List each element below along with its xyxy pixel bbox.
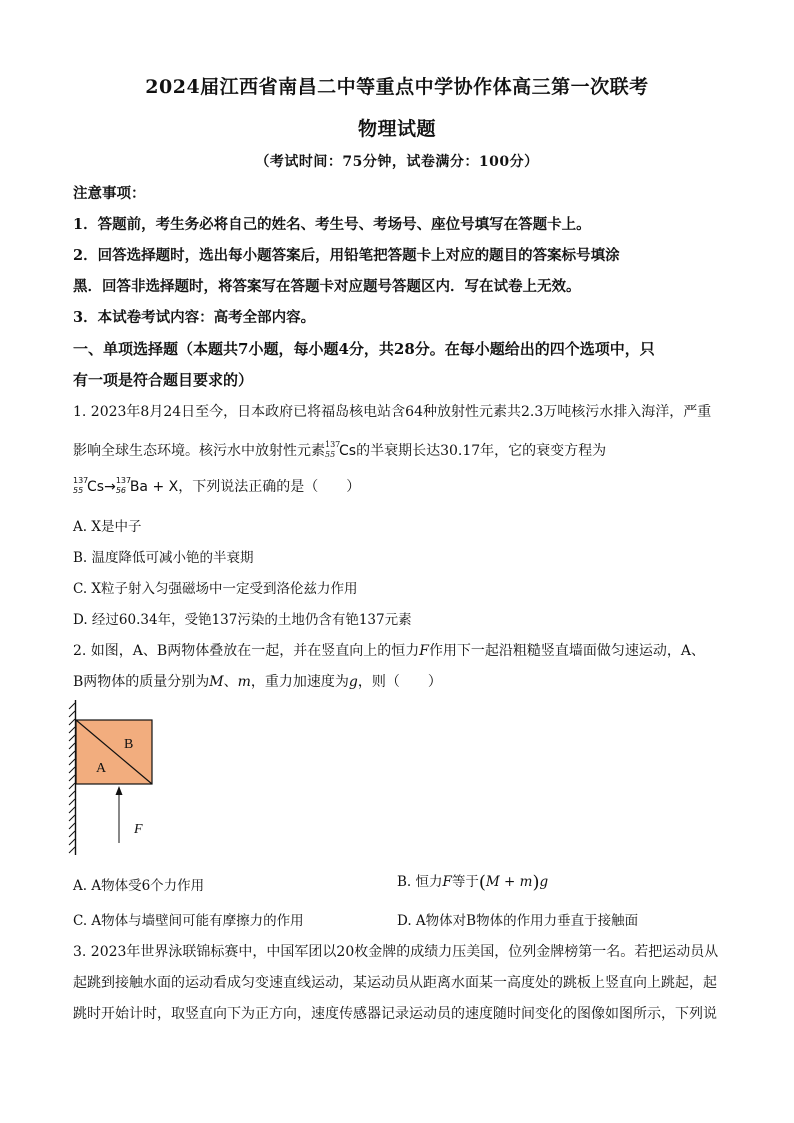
q3-line-2: 起跳到接触水面的运动看成匀变速直线运动，某运动员从距离水面某一高度处的跳板上竖直向上跳起，起 [73, 975, 717, 991]
q2-line-2c: ，则（ ） [357, 674, 442, 690]
q1-option-b: B. 温度降低可减小铯的半衰期 [73, 550, 254, 566]
q1-line-3-tail: ，下列说法正确的是（ ） [178, 479, 361, 495]
cs-nuclide-indices [325, 441, 339, 459]
ba-mass-number: 137 [115, 476, 132, 485]
ba-charge-number: 56 [115, 486, 126, 495]
q1-line-2a: 影响全球生态环境。核污水中放射性元素 [73, 443, 325, 459]
q2-option-b-expr: M + m [485, 874, 533, 890]
notice-heading: 注意事项： [73, 185, 146, 202]
exam-info: （考试时间：75分钟，试卷满分：100分） [255, 154, 539, 170]
block-b-label: B [124, 737, 134, 752]
q2-option-b-equals: 等于 [451, 874, 479, 890]
mass-big-m: M [209, 674, 224, 690]
notice-item-2b: 黑．回答非选择题时，将答案写在答题卡对应题号答题区内．写在试卷上无效。 [73, 278, 581, 295]
q2-option-b [397, 870, 548, 893]
q2-line-1b: 作用下一起沿粗糙竖直墙面做匀速运动，A、 [428, 643, 706, 659]
block-a-label: A [96, 761, 107, 776]
mass-separator: 、 [223, 674, 238, 690]
cs-symbol: Cs [339, 443, 357, 459]
decay-arrow: → [104, 479, 116, 495]
q1-option-a: A. X是中子 [73, 519, 142, 535]
exam-title: 2024届江西省南昌二中等重点中学协作体高三第一次联考 [145, 76, 649, 98]
q2-figure [66, 700, 166, 860]
q3-line-1: 3. 2023年世界泳联锦标赛中，中国军团以20枚金牌的成绩力压美国，位列金牌榜第一名。若把运动员从 [73, 944, 719, 960]
q2-option-b-g: g [539, 874, 549, 890]
q2-option-a: A. A物体受6个力作用 [73, 878, 205, 894]
q3-line-3: 跳时开始计时，取竖直向下为正方向，速度传感器记录运动员的速度随时间变化的图像如图所示，下列说 [73, 1006, 717, 1022]
ba-symbol: Ba [129, 479, 148, 495]
q1-line-2 [73, 440, 723, 460]
cs-mass-number-2: 137 [73, 476, 89, 485]
gravity-g: g [348, 674, 358, 690]
section-heading-b: 有一项是符合题目要求的） [73, 371, 254, 389]
q2-option-b-prefix: B. 恒力 [397, 874, 443, 890]
section-heading-a: 一、单项选择题（本题共7小题，每小题4分，共28分。在每小题给出的四个选项中，只 [73, 340, 655, 358]
q2-option-d: D. A物体对B物体的作用力垂直于接触面 [397, 913, 639, 929]
q1-option-d: D. 经过60.34年，受铯137污染的土地仍含有铯137元素 [73, 612, 412, 628]
q1-option-c: C. X粒子射入匀强磁场中一定受到洛伦兹力作用 [73, 581, 358, 597]
force-f-label: F [134, 822, 143, 837]
q1-line-3 [73, 476, 723, 496]
q2-line-2 [73, 671, 723, 691]
cs-mass-number: 137 [325, 440, 341, 449]
cs-nuclide-indices-2 [73, 477, 87, 495]
force-arrow-head [116, 786, 123, 795]
wall-hatching [69, 703, 75, 853]
q1-line-2b: 的半衰期长达30.17年，它的衰变方程为 [356, 443, 607, 459]
close-paren: ) [532, 872, 540, 893]
plus-x: + X [152, 479, 179, 495]
subject-title: 物理试题 [357, 118, 436, 140]
ba-nuclide-indices [116, 477, 130, 495]
cs-symbol-2: Cs [87, 479, 105, 495]
q2-option-c: C. A物体与墙壁间可能有摩擦力的作用 [73, 913, 304, 929]
q2-line-2b: ，重力加速度为 [250, 674, 349, 690]
force-f-symbol: F [419, 643, 429, 659]
q2-option-b-force: F [442, 874, 452, 890]
notice-item-2a: 2．回答选择题时，选出每小题答案后，用铅笔把答题卡上对应的题目的答案标号填涂 [73, 247, 620, 264]
mass-small-m: m [237, 674, 251, 690]
cs-charge-number: 55 [325, 450, 336, 459]
notice-item-3: 3．本试卷考试内容：高考全部内容。 [73, 309, 316, 326]
q2-line-1 [73, 640, 723, 660]
q2-line-1a: 2. 如图，A、B两物体叠放在一起，并在竖直向上的恒力 [73, 643, 420, 659]
notice-item-1: 1．答题前，考生务必将自己的姓名、考生号、考场号、座位号填写在答题卡上。 [73, 216, 591, 233]
q2-line-2a: B两物体的质量分别为 [73, 674, 210, 690]
q1-line-1: 1. 2023年8月24日至今，日本政府已将福岛核电站含64种放射性元素共2.3万吨核污水排入海洋，严重 [73, 404, 712, 420]
open-paren: ( [478, 872, 486, 893]
cs-charge-number-2: 55 [73, 486, 84, 495]
